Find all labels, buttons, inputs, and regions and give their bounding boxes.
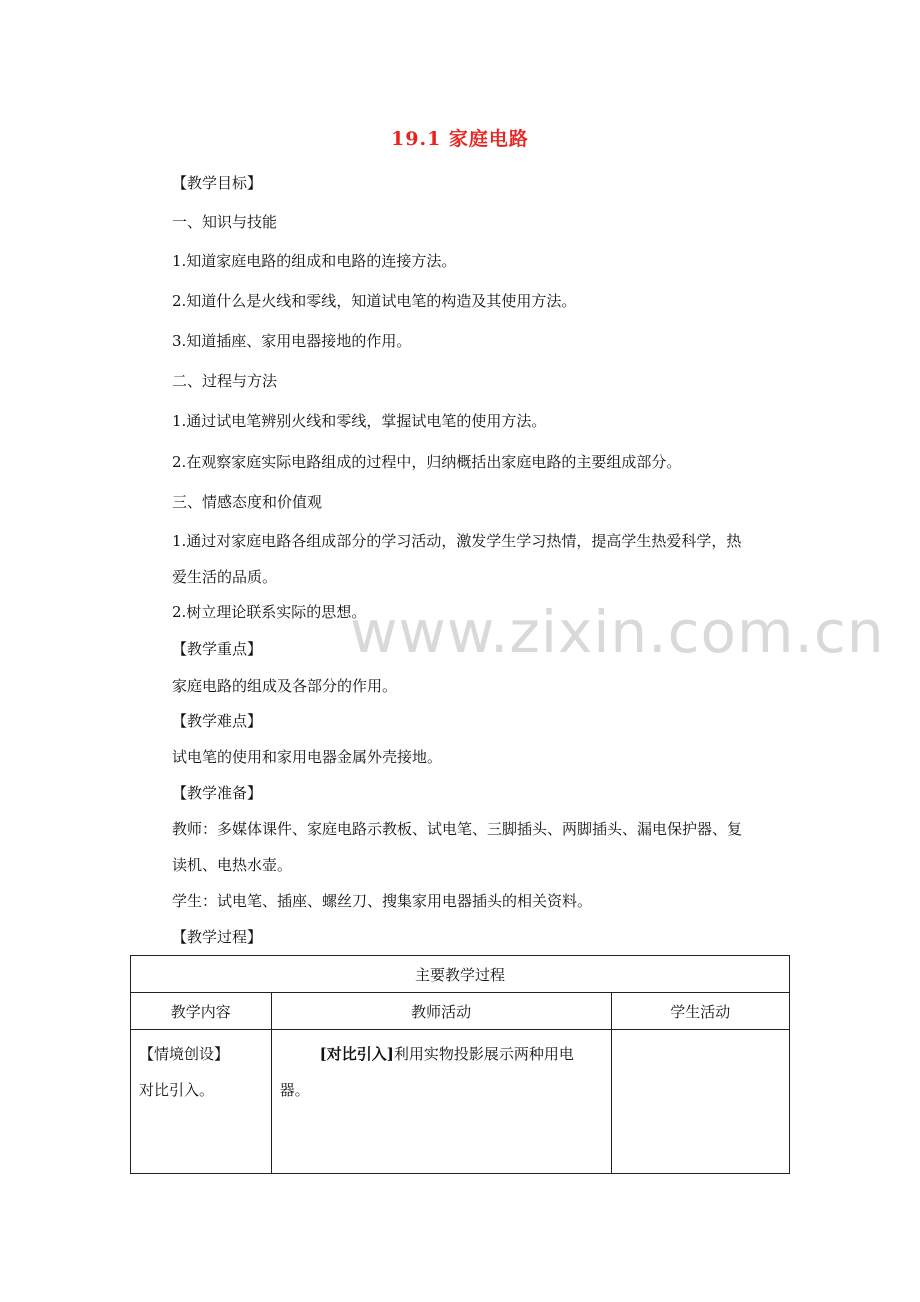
objectives-heading: 【教学目标】 xyxy=(172,174,263,192)
section-attitudes-values: 三、情感态度和价值观 xyxy=(172,493,323,511)
process-heading: 【教学过程】 xyxy=(172,928,263,946)
difficulty-heading: 【教学难点】 xyxy=(172,712,263,730)
cell-teacher xyxy=(271,1030,611,1174)
preparation-student: 学生：试电笔、插座、螺丝刀、搜集家用电器插头的相关资料。 xyxy=(172,892,593,910)
column-header-content: 教学内容 xyxy=(131,993,272,1030)
teacher-text-continued: 器。 xyxy=(279,1081,310,1099)
objective-item-continued: 爱生活的品质。 xyxy=(172,568,278,586)
section-process-methods: 二、过程与方法 xyxy=(172,372,278,390)
watermark: www.zixin.com.cn xyxy=(350,598,885,666)
column-header-teacher: 教师活动 xyxy=(271,993,611,1030)
column-header-student: 学生活动 xyxy=(611,993,789,1030)
objective-item: 1.通过对家庭电路各组成部分的学习活动，激发学生学习热情，提高学生热爱科学，热 xyxy=(172,532,742,550)
table-row xyxy=(131,1030,790,1174)
content-tag: 【情境创设】 xyxy=(139,1045,230,1063)
teacher-tag: [对比引入] xyxy=(319,1045,394,1063)
teacher-text: 利用实物投影展示两种用电 xyxy=(393,1045,574,1063)
objective-item: 1.通过试电笔辨别火线和零线，掌握试电笔的使用方法。 xyxy=(172,412,547,430)
difficulty-text: 试电笔的使用和家用电器金属外壳接地。 xyxy=(172,748,443,766)
objective-item: 2.知道什么是火线和零线，知道试电笔的构造及其使用方法。 xyxy=(172,292,577,310)
table-header: 主要教学过程 xyxy=(131,956,790,993)
objective-item: 2.树立理论联系实际的思想。 xyxy=(172,603,367,621)
preparation-teacher: 教师：多媒体课件、家庭电路示教板、试电笔、三脚插头、两脚插头、漏电保护器、复 xyxy=(172,820,743,838)
section-knowledge-skills: 一、知识与技能 xyxy=(172,213,278,231)
objective-item: 1.知道家庭电路的组成和电路的连接方法。 xyxy=(172,252,457,270)
objective-item: 2.在观察家庭实际电路组成的过程中，归纳概括出家庭电路的主要组成部分。 xyxy=(172,453,682,471)
preparation-teacher-continued: 读机、电热水壶。 xyxy=(172,856,293,874)
preparation-heading: 【教学准备】 xyxy=(172,784,263,802)
cell-student xyxy=(611,1030,789,1174)
key-points-heading: 【教学重点】 xyxy=(172,640,263,658)
content-text: 对比引入。 xyxy=(139,1081,215,1099)
objective-item: 3.知道插座、家用电器接地的作用。 xyxy=(172,332,412,350)
document-title: 19.1 家庭电路 xyxy=(391,128,529,150)
teaching-process-table xyxy=(130,955,790,1174)
cell-content xyxy=(131,1030,272,1174)
key-points-text: 家庭电路的组成及各部分的作用。 xyxy=(172,677,398,695)
